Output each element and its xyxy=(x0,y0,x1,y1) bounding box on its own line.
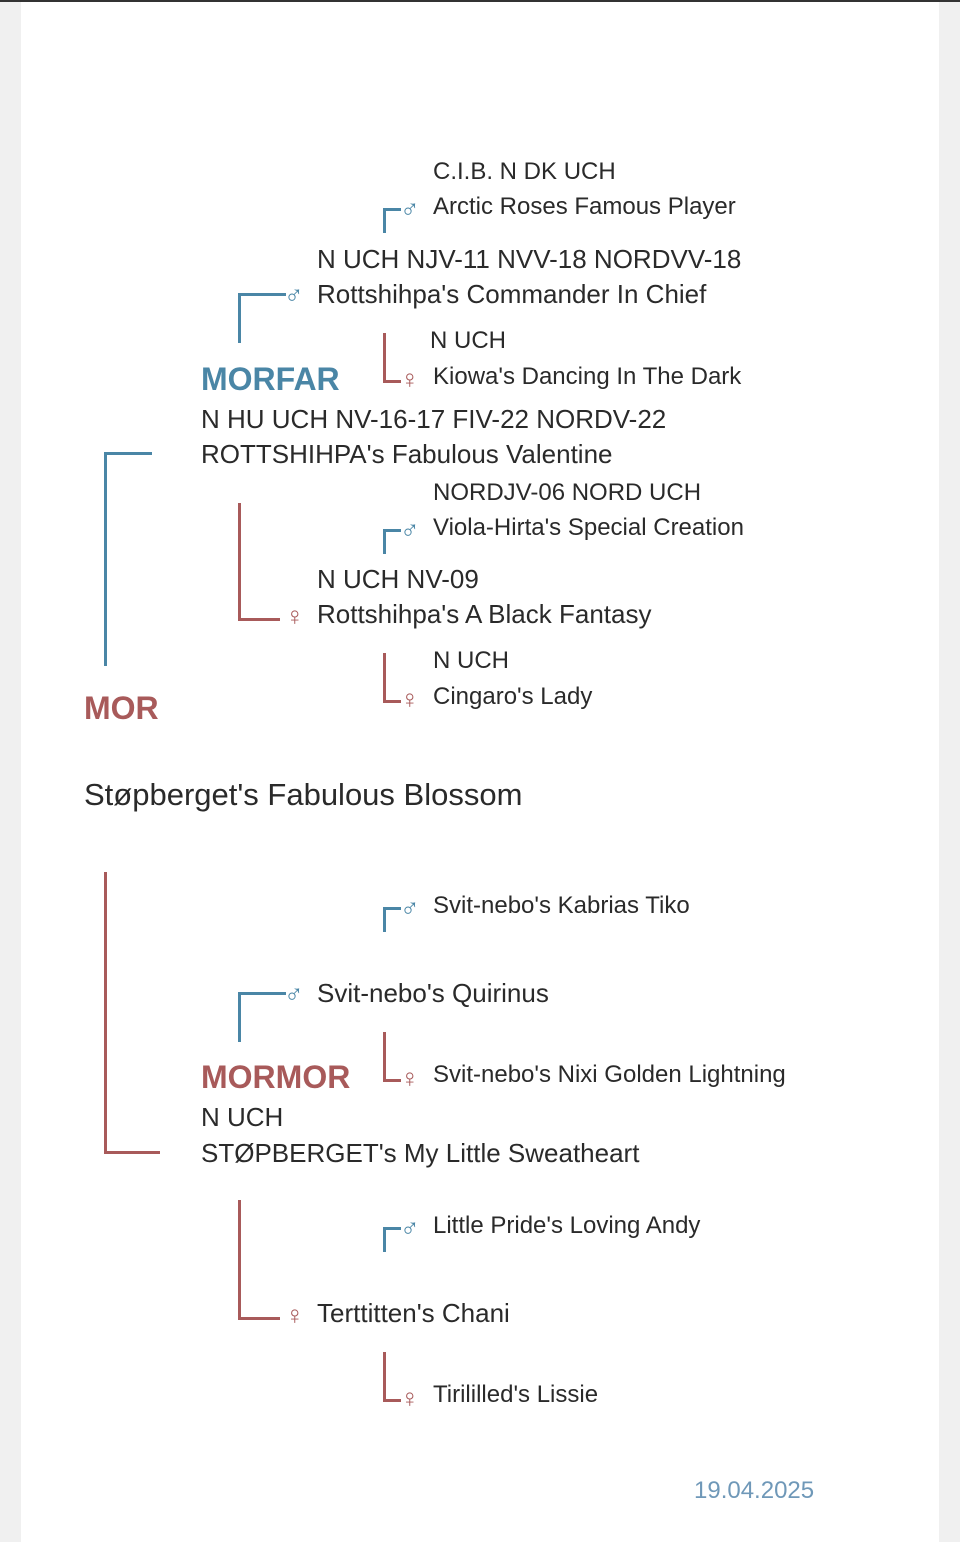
ggd4-name: Tirililled's Lissie xyxy=(433,1381,599,1408)
connector-mormor-h xyxy=(104,1151,160,1154)
male-icon: ♂ xyxy=(284,279,304,309)
connector-ggs1-h xyxy=(383,208,401,211)
connector-gs2 xyxy=(238,992,241,1042)
connector-morfar-h xyxy=(104,452,152,455)
connector-morfar xyxy=(104,452,107,666)
connector-ggd3-h xyxy=(383,1079,401,1082)
mormor-titles: N UCH xyxy=(201,1102,284,1132)
female-icon: ♀ xyxy=(400,364,420,394)
print-date: 19.04.2025 xyxy=(694,1477,815,1504)
morfar-label: MORFAR xyxy=(201,361,340,397)
connector-ggs1 xyxy=(383,208,386,233)
connector-gs1-h xyxy=(238,293,286,296)
ggs3-name: Svit-nebo's Kabrias Tiko xyxy=(433,892,690,919)
connector-mormor xyxy=(104,872,107,1154)
ggd3-name: Svit-nebo's Nixi Golden Lightning xyxy=(433,1061,786,1088)
connector-ggd3 xyxy=(383,1032,386,1082)
gs2-name: Svit-nebo's Quirinus xyxy=(317,978,549,1008)
connector-ggs3 xyxy=(383,907,386,932)
female-icon: ♀ xyxy=(400,1063,420,1093)
connector-gd1 xyxy=(238,503,241,621)
connector-ggd1 xyxy=(383,333,386,383)
ggs2-name: Viola-Hirta's Special Creation xyxy=(433,514,744,541)
female-icon: ♀ xyxy=(400,1383,420,1413)
mormor-name: STØPBERGET's My Little Sweatheart xyxy=(201,1138,640,1168)
gs1-titles: N UCH NJV-11 NVV-18 NORDVV-18 xyxy=(317,244,742,274)
connector-ggd2 xyxy=(383,653,386,703)
connector-ggs4 xyxy=(383,1227,386,1252)
ggd2-titles: N UCH xyxy=(433,647,509,674)
female-icon: ♀ xyxy=(285,1300,305,1330)
connector-ggd2-h xyxy=(383,700,401,703)
connector-ggd4-h xyxy=(383,1399,401,1402)
mormor-label: MORMOR xyxy=(201,1059,351,1095)
male-icon: ♂ xyxy=(284,978,304,1008)
ggs4-name: Little Pride's Loving Andy xyxy=(433,1212,701,1239)
connector-ggs3-h xyxy=(383,907,401,910)
gd1-name: Rottshihpa's A Black Fantasy xyxy=(317,599,652,629)
dam-name: Støpberget's Fabulous Blossom xyxy=(84,777,523,812)
connector-gs2-h xyxy=(238,992,286,995)
ggs1-titles: C.I.B. N DK UCH xyxy=(433,158,616,185)
connector-gd1-h xyxy=(238,618,280,621)
female-icon: ♀ xyxy=(400,684,420,714)
top-border xyxy=(0,0,960,2)
connector-ggs4-h xyxy=(383,1227,401,1230)
gd2-name: Terttitten's Chani xyxy=(317,1298,510,1328)
mor-label: MOR xyxy=(84,690,159,726)
male-icon: ♂ xyxy=(400,892,420,922)
male-icon: ♂ xyxy=(400,514,420,544)
ggd1-name: Kiowa's Dancing In The Dark xyxy=(433,363,742,390)
connector-gs1 xyxy=(238,293,241,343)
connector-gd2 xyxy=(238,1200,241,1320)
ggs1-name: Arctic Roses Famous Player xyxy=(433,193,736,220)
female-icon: ♀ xyxy=(285,601,305,631)
connector-ggd1-h xyxy=(383,380,401,383)
morfar-titles: N HU UCH NV-16-17 FIV-22 NORDV-22 xyxy=(201,404,667,434)
connector-gd2-h xyxy=(238,1317,280,1320)
gd1-titles: N UCH NV-09 xyxy=(317,564,479,594)
gs1-name: Rottshihpa's Commander In Chief xyxy=(317,279,707,309)
connector-ggd4 xyxy=(383,1352,386,1402)
ggd1-titles: N UCH xyxy=(430,327,506,354)
male-icon: ♂ xyxy=(400,193,420,223)
morfar-name: ROTTSHIHPA's Fabulous Valentine xyxy=(201,439,613,469)
connector-ggs2-h xyxy=(383,529,401,532)
ggd2-name: Cingaro's Lady xyxy=(433,683,593,710)
connector-ggs2 xyxy=(383,529,386,554)
ggs2-titles: NORDJV-06 NORD UCH xyxy=(433,479,702,506)
male-icon: ♂ xyxy=(400,1212,420,1242)
